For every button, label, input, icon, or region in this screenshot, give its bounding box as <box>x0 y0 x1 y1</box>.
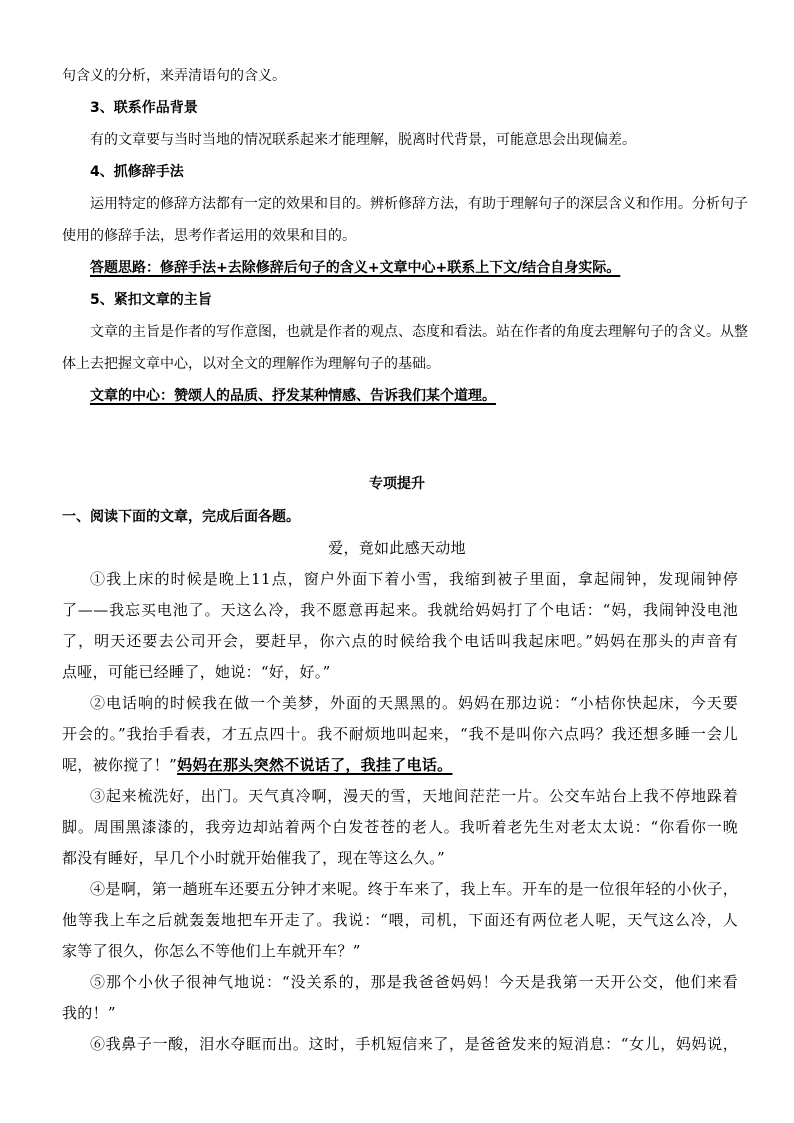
story-line: 点哑，可能已经睡了，她说：“好，好。” <box>62 663 331 681</box>
article-center-note: 文章的中心：赞颂人的品质、抒发某种情感、告诉我们某个道理。 <box>90 388 496 404</box>
story-line: 脚。周围黑漆漆的，我旁边却站着两个白发苍苍的老人。我听着老先生对老太太说：“你看你一晚 <box>62 818 738 836</box>
answer-tip: 答题思路：修辞手法+去除修辞后句子的含义+文章中心+联系上下文/结合自身实际。 <box>90 260 621 276</box>
story-line: ④是啊，第一趟班车还要五分钟才来呢。终于车来了，我上车。开车的是一位很年轻的小伙子， <box>90 880 738 898</box>
section-title: 专项提升 <box>369 476 425 492</box>
story-line: 了，明天还要去公司开会，要赶早，你六点的时候给我个电话叫我起床吧。”妈妈在那头的声音有 <box>62 632 738 650</box>
story-line: 我的！” <box>62 1004 116 1022</box>
heading-5: 5、紧扣文章的主旨 <box>90 292 212 308</box>
story-line: ③起来梳洗好，出门。天气真冷啊，漫天的雪，天地间茫茫一片。公交车站台上我不停地跺着 <box>90 787 738 805</box>
paragraph-4-line-1: 运用特定的修辞方法都有一定的效果和目的。辨析修辞方法，有助于理解句子的深层含义和作用。分析句子 <box>90 196 748 212</box>
story-text: 呢，被你搅了！” <box>62 756 178 774</box>
paragraph-3: 有的文章要与当时当地的情况联系起来才能理解，脱离时代背景，可能意思会出现偏差。 <box>90 132 636 148</box>
story-line: 了——我忘买电池了。天这么冷，我不愿意再起来。我就给妈妈打了个电话：“妈，我闹钟没电池 <box>62 601 738 619</box>
question-instruction: 一、阅读下面的文章，完成后面各题。 <box>62 509 300 525</box>
underlined-key-sentence: 妈妈在那头突然不说话了，我挂了电话。 <box>177 756 453 774</box>
story-line <box>62 755 452 775</box>
paragraph-5-line-1: 文章的主旨是作者的写作意图，也就是作者的观点、态度和看法。站在作者的角度去理解句子的含义。从整 <box>90 324 748 340</box>
story-line: ⑥我鼻子一酸，泪水夺眶而出。这时，手机短信来了，是爸爸发来的短消息：“女儿，妈妈说， <box>90 1035 738 1053</box>
story-line: ②电话响的时候我在做一个美梦，外面的天黑黑的。妈妈在那边说：“小桔你快起床，今天要 <box>90 694 738 712</box>
paragraph-continuation: 句含义的分析，来弄清语句的含义。 <box>62 68 286 84</box>
heading-4: 4、抓修辞手法 <box>90 164 184 180</box>
story-line: ①我上床的时候是晚上11点，窗户外面下着小雪，我缩到被子里面，拿起闹钟，发现闹钟停 <box>90 570 738 588</box>
story-line: 都没有睡好，早几个小时就开始催我了，现在等这么久。” <box>62 849 445 867</box>
story-title: 爱，竟如此感天动地 <box>328 539 466 557</box>
story-line: 开会的。”我抬手看表，才五点四十。我不耐烦地叫起来，“我不是叫你六点吗？我还想多睡一会儿 <box>62 725 738 743</box>
heading-3: 3、联系作品背景 <box>90 100 198 116</box>
story-line: 他等我上车之后就轰轰地把车开走了。我说：“喂，司机，下面还有两位老人呢，天气这么冷，人 <box>62 911 738 929</box>
story-line: ⑤那个小伙子很神气地说：“没关系的，那是我爸爸妈妈！今天是我第一天开公交，他们来看 <box>90 973 738 991</box>
paragraph-4-line-2: 使用的修辞手法，思考作者运用的效果和目的。 <box>62 228 356 244</box>
paragraph-5-line-2: 体上去把握文章中心，以对全文的理解作为理解句子的基础。 <box>62 356 440 372</box>
story-line: 家等了很久，你怎么不等他们上车就开车？” <box>62 942 361 960</box>
